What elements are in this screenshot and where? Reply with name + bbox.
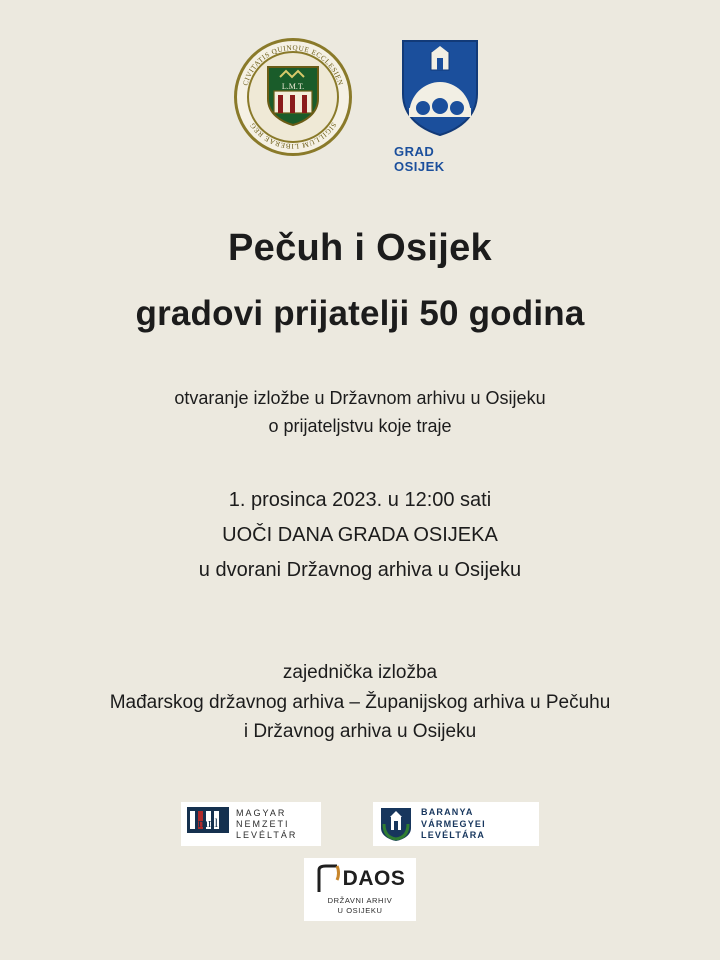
- subtitle-block: [174, 385, 545, 441]
- exhibition-organiser-2: i Državnog arhiva u Osijeku: [243, 721, 477, 742]
- crest-row: [234, 38, 486, 178]
- daos-subtitle: [312, 896, 408, 916]
- svg-text:CIVITATIS QUINQUE ECCLESIEN: CIVITATIS QUINQUE ECCLESIEN: [241, 43, 345, 87]
- osijek-shield-icon: [399, 38, 481, 138]
- svg-text:SIGILLUM LIBERAE REG: SIGILLUM LIBERAE REG: [248, 120, 338, 151]
- daos-sub-line-1: DRŽAVNI ARHIV: [327, 896, 393, 906]
- poster-title-line1: Pečuh i Osijek: [228, 227, 492, 269]
- event-occasion: UOČI DANA GRADA OSIJEKA: [222, 524, 498, 547]
- baranya-wordmark: [421, 807, 533, 842]
- event-details-block: [199, 483, 521, 588]
- svg-text:L.M.T.: L.M.T.: [281, 82, 305, 91]
- event-venue: u dvorani Državnog arhiva u Osijeku: [198, 559, 522, 582]
- baranya-crest-icon: [379, 806, 413, 842]
- mnl-mark-icon: [187, 807, 229, 841]
- exhibition-label: zajednička izložba: [282, 662, 438, 684]
- pecs-city-crest: [234, 38, 352, 156]
- svg-text:mnl: mnl: [197, 815, 219, 831]
- exhibition-organisers-block: [110, 658, 611, 746]
- magyar-nemzeti-leveltar-logo: [181, 802, 321, 846]
- exhibition-organiser-1: Mađarskog državnog arhiva – Županijskog arhiva u Pečuhu: [109, 691, 611, 713]
- pecs-shield-icon: [266, 65, 320, 127]
- baranya-line-1: BARANYA VÁRMEGYEI: [421, 806, 486, 829]
- partner-logos-row: [181, 802, 539, 846]
- daos-wordmark: DAOS: [342, 867, 406, 891]
- osijek-crest-caption: GRAD OSIJEK: [394, 144, 445, 174]
- daos-logo-wrap: [304, 858, 416, 921]
- drzavni-arhiv-u-osijeku-logo: [304, 858, 416, 921]
- daos-mark-icon: [315, 864, 341, 894]
- mnl-wordmark: [236, 808, 297, 842]
- baranya-varmegyei-leveltara-logo: [373, 802, 539, 846]
- osijek-city-crest: [394, 38, 486, 174]
- title-block: [135, 226, 584, 335]
- daos-logo-top: [312, 864, 408, 894]
- event-datetime: 1. prosinca 2023. u 12:00 sati: [228, 489, 492, 512]
- daos-sub-line-2: U OSIJEKU: [337, 906, 383, 916]
- baranya-line-2: LEVÉLTÁRA: [421, 830, 486, 841]
- subtitle-line-2: o prijateljstvu koje traje: [268, 416, 452, 437]
- mnl-line-3: LEVÉLTÁR: [236, 830, 298, 841]
- mnl-line-2: NEMZETI: [236, 818, 290, 829]
- subtitle-line-1: otvaranje izložbe u Državnom arhivu u Osijeku: [174, 388, 546, 409]
- poster-title-line2: gradovi prijatelji 50 godina: [135, 293, 585, 333]
- mnl-line-1: MAGYAR: [236, 807, 287, 818]
